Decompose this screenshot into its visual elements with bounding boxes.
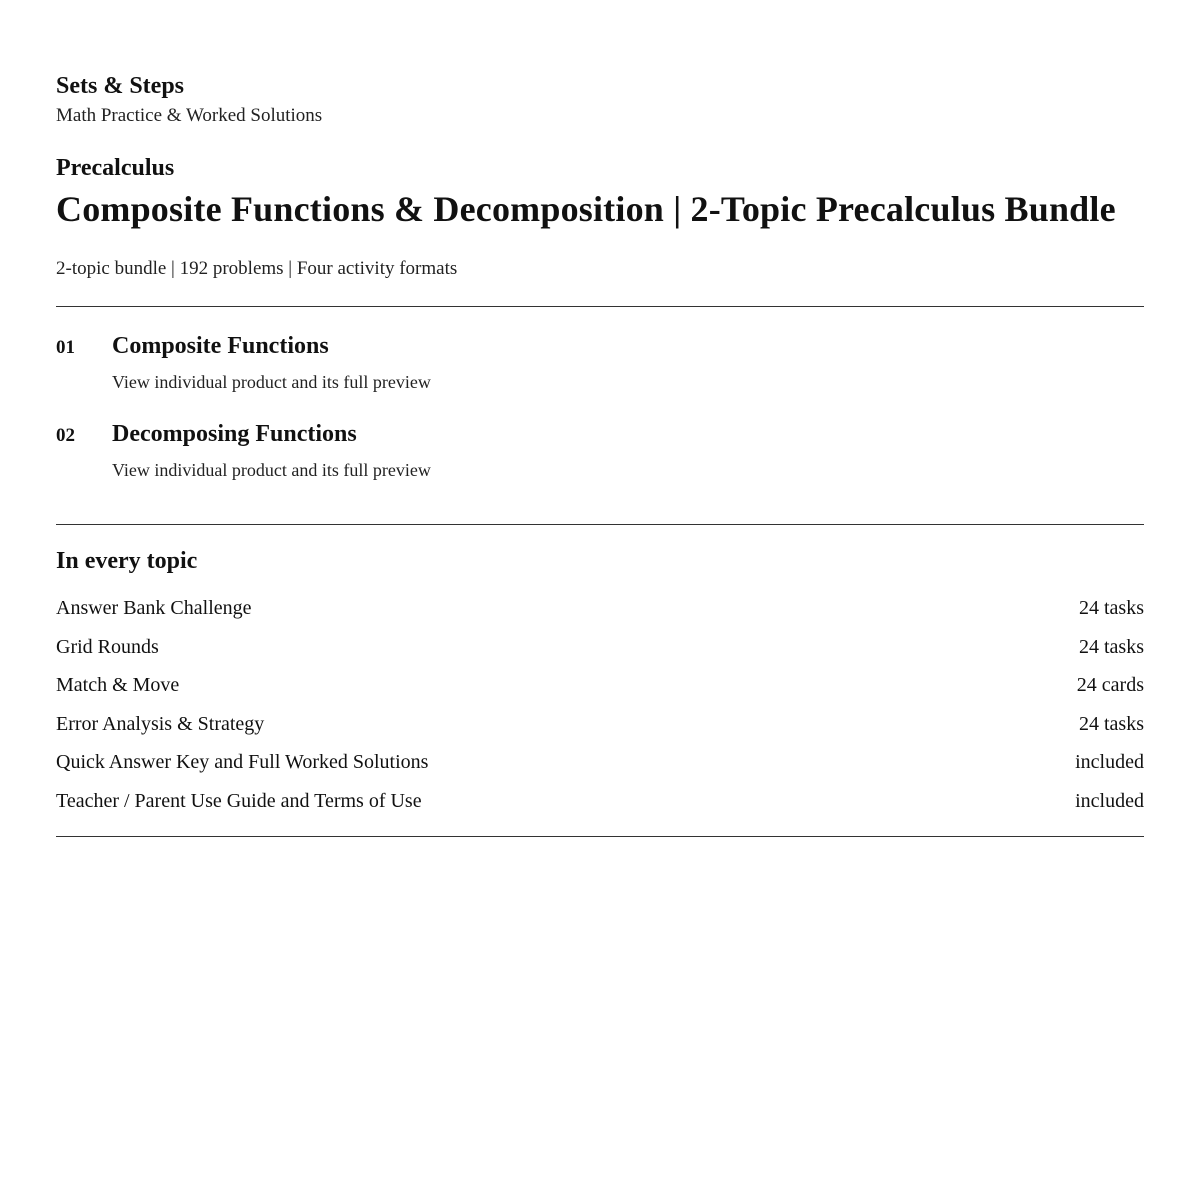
brand-tagline: Math Practice & Worked Solutions <box>56 105 323 126</box>
topic-number: 02 <box>56 425 75 446</box>
view-product-link[interactable]: View individual product and its full preview <box>112 460 431 480</box>
includes-row <box>56 782 1144 821</box>
topic-title: Decomposing Functions <box>112 421 357 447</box>
includes-value: 24 cards <box>1076 674 1144 696</box>
topic-title: Composite Functions <box>112 333 329 359</box>
product-meta: 2-topic bundle | 192 problems | Four activity formats <box>56 258 458 279</box>
includes-row <box>56 628 1144 667</box>
brand-header <box>56 70 1144 130</box>
includes-label: Error Analysis & Strategy <box>56 712 265 735</box>
includes-label: Quick Answer Key and Full Worked Solutions <box>56 751 429 773</box>
product-title: Composite Functions & Decomposition | 2-Topic Precalculus Bundle <box>56 189 1116 229</box>
topic-header <box>56 331 1144 361</box>
topic-list <box>56 307 1144 524</box>
topic-item <box>56 331 1144 394</box>
includes-value: 24 tasks <box>1079 712 1144 735</box>
includes-label: Grid Rounds <box>56 635 159 658</box>
includes-value: included <box>1075 789 1144 812</box>
includes-value: 24 tasks <box>1079 597 1144 619</box>
product-category: Precalculus <box>56 155 175 181</box>
topic-header <box>56 419 1144 449</box>
includes-row <box>56 589 1144 628</box>
includes-heading: In every topic <box>56 548 198 574</box>
brand-name: Sets & Steps <box>56 73 185 99</box>
includes-label: Answer Bank Challenge <box>56 597 252 619</box>
view-product-link[interactable]: View individual product and its full preview <box>112 372 431 392</box>
includes-value: included <box>1075 751 1144 773</box>
includes-label: Teacher / Parent Use Guide and Terms of Use <box>56 789 422 812</box>
includes-row <box>56 743 1144 782</box>
divider-bottom <box>56 836 1144 837</box>
includes-row <box>56 705 1144 744</box>
topic-item <box>56 419 1144 482</box>
includes-label: Match & Move <box>56 674 180 696</box>
topic-number: 01 <box>56 337 75 358</box>
includes-section <box>56 525 1144 836</box>
product-page <box>56 0 1144 837</box>
includes-row <box>56 666 1144 705</box>
includes-value: 24 tasks <box>1079 635 1144 658</box>
